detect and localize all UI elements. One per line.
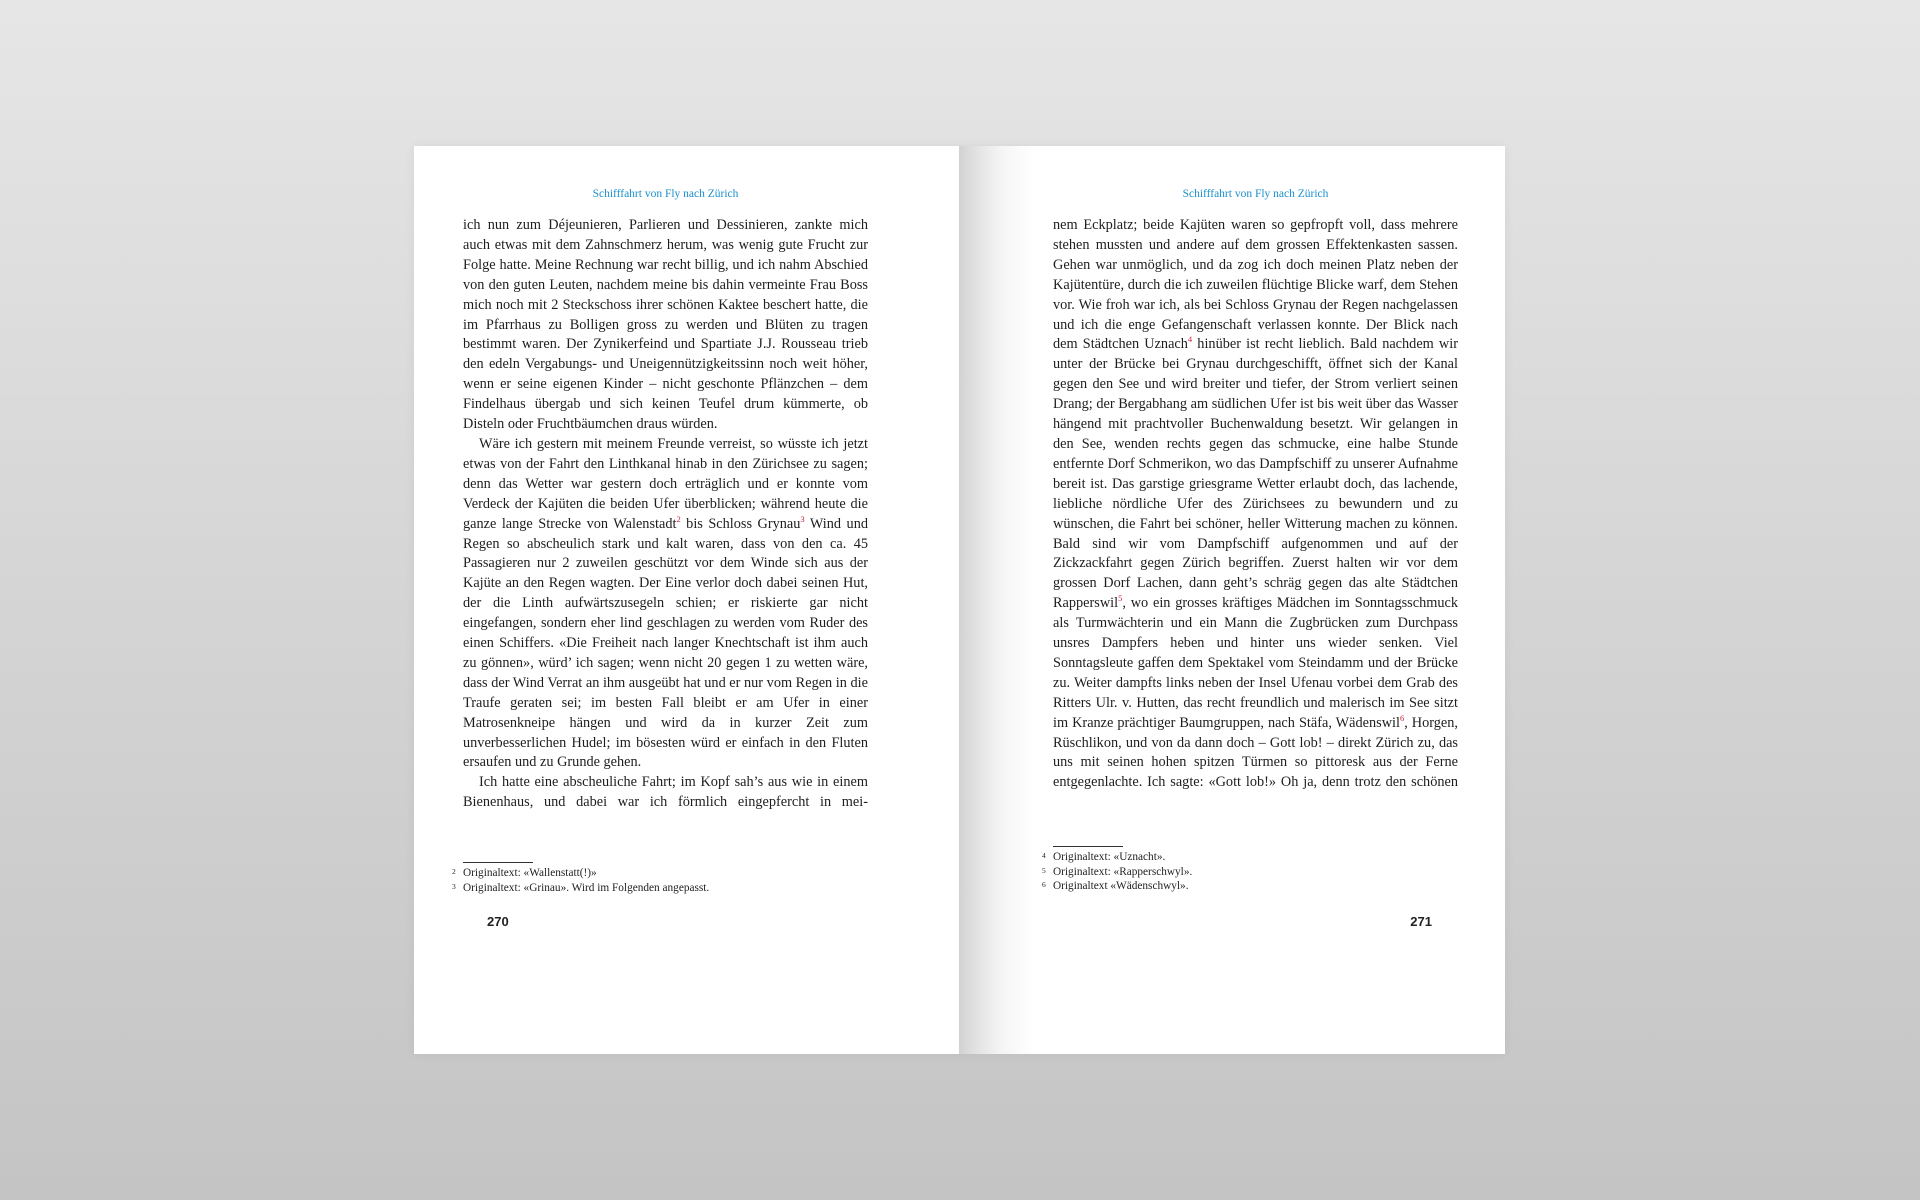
footnote-rule [1053, 846, 1123, 847]
text-run: nem Eckplatz; beide Kajüten waren so gepfropft voll, dass mehrere stehen mussten und andere auf dem grossen Effektenkasten sassen. Gehen war unmöglich, und da zog ich doch meinen Platz neben der Kajütentüre, durch die ich zuweilen flüchtige Blicke warf, dem Stehen vor. Wie froh war ich, als bei Schloss Grynau der Regen nachgelassen und ich die enge Gefangenschaft verlassen konnte. Der Blick nach dem Städtchen Uznach [1053, 217, 1458, 353]
footnotes [452, 866, 872, 895]
text-run: bis Schloss Grynau [680, 515, 801, 532]
body-text [463, 216, 868, 813]
page-number: 271 [1410, 914, 1432, 929]
paragraph: Ich hatte eine abscheuliche Fahrt; im Kopf sah’s aus wie in einem Bienenhaus, und dabei war ich förmlich eingepfercht in mei- [463, 774, 868, 811]
footnote-text: Originaltext: «Rapperschwyl». [1053, 865, 1193, 878]
book-spread [414, 146, 1505, 1054]
text-run: Wind und Regen so abscheulich stark und kalt waren, dass von den ca. 45 Passagieren nur 2 zuweilen geschützt vor dem Winde sich aus der Kajüte an den Regen wagten. Der Eine verlor doch dabei seinen Hut, der die Linth aufwärtszusegeln schien; er riskierte gar nicht eingefangen, sondern eher lind geschlagen zu werden vom Ruder des einen Schiffers. «Die Freiheit nach langer Knechtschaft ist ihm auch zu gönnen», würd’ ich sagen; wenn nicht 20 gegen 1 zu wetten wäre, dass der Wind Verrat an ihm ausgeübt hat und er nur vom Regen in die Traufe geraten sei; im besten Fall bleibt er am Ufer in einer Matrosenkneipe hängen und wird da in kurzer Zeit zum unverbesserlichen Hudel; im bösesten würd er einfach in den Fluten ersaufen und zu Grunde gehen. [463, 515, 868, 771]
text-run: hinüber ist recht lieblich. Bald nachdem wir unter der Brücke bei Grynau durchgeschifft, öffnet sich der Kanal gegen den See und wird breiter und tiefer, der Strom verliert seinen Drang; der Bergabhang am südlichen Ufer ist bis weit über das Wasser hängend mit prachtvoller Buchenwaldung besetzt. Wir gelangen in den See, wenden rechts gegen das schmucke, eine halbe Stunde entfernte Dorf Schmerikon, wo das Dampfschiff zu unserer Aufnahme bereit ist. Das garstige griesgrame Wetter erlaubt doch, das lachende, liebliche nördliche Ufer des Zürichsees zu bewundern und zu wünschen, die Fahrt bei schöner, heller Witterung machen zu können. Bald sind wir vom Dampfschiff aufgenommen und auf der Zickzackfahrt gegen Zürich begriffen. Zuerst halten wir vor dem grossen Dorf Lachen, dann geht’s schräg gegen das alte Städtchen Rapperswil [1053, 336, 1458, 612]
footnotes [1042, 850, 1462, 894]
footnote [1042, 865, 1462, 880]
running-head: Schifffahrt von Fly nach Zürich [592, 188, 739, 200]
footnote-ref[interactable]: 4 [1187, 334, 1193, 345]
footnote [452, 881, 872, 896]
right-page [959, 146, 1505, 1054]
footnote-number: 5 [1042, 865, 1046, 875]
footnote [1042, 879, 1462, 894]
paragraph [463, 435, 868, 773]
body-text [1053, 216, 1458, 793]
text-run: , Horgen, Rüschlikon, und von da dann doch – Gott lob! – direkt Zürich zu, das uns mit seinen hohen spitzen Türmen so pittoresk aus der Ferne entgegenlachte. Ich sagte: «Gott lob!» Oh ja, denn trotz den schönen [1053, 714, 1458, 791]
footnote-number: 3 [452, 881, 456, 891]
running-head: Schifffahrt von Fly nach Zürich [1182, 188, 1329, 200]
footnote-number: 6 [1042, 880, 1046, 889]
footnote-text: Originaltext: «Uznacht». [1053, 851, 1166, 863]
paragraph [1053, 216, 1458, 793]
footnote-number: 4 [1042, 851, 1046, 860]
footnote-ref[interactable]: 5 [1118, 593, 1123, 604]
footnote [1042, 850, 1462, 865]
footnote-text: Originaltext: «Grinau». Wird im Folgenden angepasst. [463, 881, 710, 894]
text-run: , wo ein grosses kräftiges Mädchen im Sonntagsschmuck als Turmwächterin und ein Mann die Zugbrücken zum Durchpass unsres Dampfers heben und hinter uns wieder senken. Viel Sonntagsleute gaffen dem Spektakel vom Steindamm und der Brücke zu. Weiter dampfts links neben der Insel Ufenau vorbei dem Grab des Ritters Ulr. v. Hutten, das recht freundlich und malerisch im See sitzt im Kranze prächtiger Baumgruppen, nach Stäfa, Wädenswil [1053, 595, 1458, 731]
footnote-text: Originaltext: «Wallenstatt(!)» [463, 867, 597, 879]
left-page [414, 146, 959, 1054]
text-run: Wäre ich gestern mit meinem Freunde verreist, so wüsste ich jetzt etwas von der Fahrt den Linthkanal hinab in den Zürichsee zu sagen; denn das Wetter war gestern doch erträglich und er konnte vom Verdeck der Kajüten die beiden Ufer überblicken; während heute die ganze lange Strecke von Walenstadt [463, 435, 868, 532]
footnote-number: 2 [452, 867, 456, 876]
footnote-text: Originaltext «Wädenschwyl». [1053, 880, 1189, 892]
page-number: 270 [487, 914, 509, 929]
footnote [452, 866, 872, 881]
footnote-ref[interactable]: 3 [800, 513, 805, 524]
footnote-ref[interactable]: 6 [1399, 712, 1405, 723]
footnote-rule [463, 862, 533, 863]
paragraph: ich nun zum Déjeunieren, Parlieren und Dessinieren, zankte mich auch etwas mit dem Zahnschmerz herum, was wenig gute Frucht zur Folge hatte. Meine Rechnung war recht billig, und ich nahm Abschied von den guten Leuten, nachdem meine bis dahin vermeinte Frau Boss mich noch mit 2 Steckschoss ihrer schönen Kaktee beschert hatte, die im Pfarrhaus zu Bolligen gross zu werden und Blüten zu tragen bestimmt waren. Der Zynikerfeind und Spartiate J.J. Rousseau trieb den edeln Vergabungs- und Uneigennützigkeitssinn noch weit höher, wenn er seine eigenen Kinder – nicht geschonte Pflänzchen – dem Findelhaus übergab und sich keinen Teufel drum kümmerte, ob Disteln oder Fruchtbäumchen draus würden. [463, 217, 868, 433]
footnote-ref[interactable]: 2 [676, 513, 681, 524]
